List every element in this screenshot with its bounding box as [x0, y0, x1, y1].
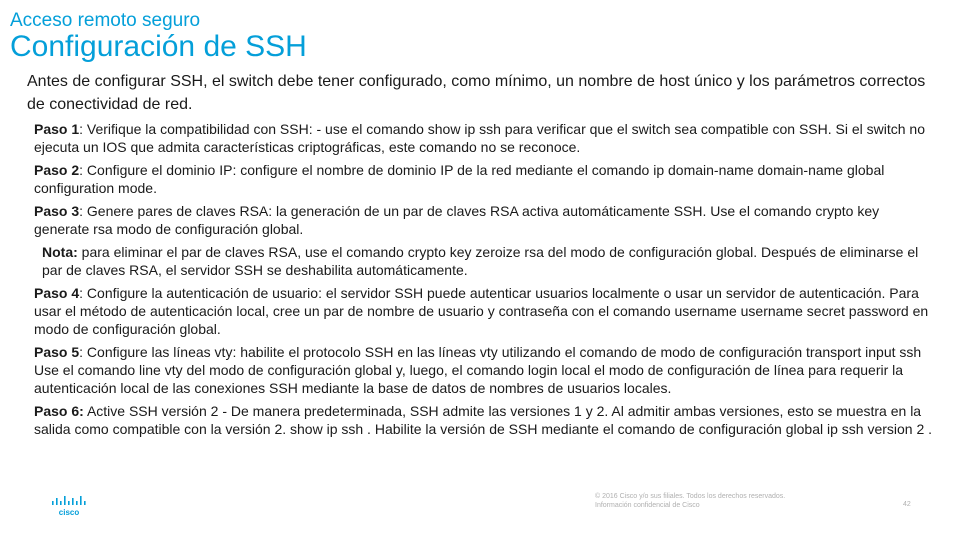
step-label: Paso 4 — [34, 285, 80, 301]
note-text: para eliminar el par de claves RSA, use el comando crypto key zeroize rsa del modo de configuración global. Después de eliminarse el par de claves RSA, el servidor SSH se deshabilita automáticamente. — [42, 244, 919, 278]
cisco-logo-text: cisco — [58, 508, 80, 517]
step-label: Paso 5 — [34, 344, 80, 360]
step-label: Paso 1 — [34, 121, 80, 137]
note — [34, 243, 934, 279]
step-5: Paso 5: Configure las líneas vty: habilite el protocolo SSH en las líneas vty utilizando el comando de modo de configuración transport input ssh Use el comando line vty del modo de configuración global y, luego, el comando login local el modo de configuración de línea para requerir la autenticación local de las conexiones SSH mediante la base de datos de nombres de usuarios locales. — [34, 344, 922, 396]
step-2: Paso 2: Configure el dominio IP: configure el nombre de dominio IP de la red mediante el comando ip domain-name domain-name global configuration mode. — [34, 162, 885, 196]
step-6 — [34, 402, 934, 438]
step-1: Paso 1: Verifique la compatibilidad con SSH: - use el comando show ip ssh para verificar que el switch sea compatible con SSH. Si el switch no ejecuta un IOS que admita características criptográficas, este comando no se reconoce. — [34, 121, 926, 155]
intro-paragraph: Antes de configurar SSH, el switch debe tener configurado, como mínimo, un nombre de host único y los parámetros correctos de conectividad de red. — [27, 73, 926, 113]
step-text: Configure el dominio IP: configure el nombre de dominio IP de la red mediante el comando ip domain-name domain-name global configuration mode. — [34, 162, 885, 196]
steps-list — [34, 120, 934, 443]
slide-subtitle: Acceso remoto seguro — [10, 10, 201, 31]
step-text: Verifique la compatibilidad con SSH: - use el comando show ip ssh para verificar que el switch sea compatible con SSH. Si el switch no ejecuta un IOS que admita características criptográficas, este comando no se reconoce. — [34, 121, 926, 155]
step-text: Configure la autenticación de usuario: el servidor SSH puede autenticar usuarios localmente o usar un servidor de autenticación. Para usar el método de autenticación local, cree un par de nombre de usuario y contraseña con el comando username username secret password en modo de configuración global. — [34, 285, 929, 337]
step-text: Active SSH versión 2 - De manera predeterminada, SSH admite las versiones 1 y 2. Al admitir ambas versiones, esto se muestra en la salida como compatible con la versión 2. show ip ssh . Habilite la versión de SSH mediante el comando de configuración global ip ssh version 2 . — [34, 403, 933, 437]
page-number: 42 — [903, 501, 911, 508]
slide-title: Configuración de SSH — [10, 30, 307, 63]
step-text: Configure las líneas vty: habilite el protocolo SSH en las líneas vty utilizando el comando de modo de configuración transport input ssh Use el comando line vty del modo de configuración global y, luego, el comando login local el modo de configuración de línea para requerir la autenticación local de las conexiones SSH mediante la base de datos de nombres de usuarios locales. — [34, 344, 922, 396]
cisco-logo-icon — [50, 495, 90, 517]
step-text: Genere pares de claves RSA: la generación de un par de claves RSA activa automáticamente SSH. Use el comando crypto key generate rsa modo de configuración global. — [34, 203, 880, 237]
step-label: Paso 2 — [34, 162, 80, 178]
step-label: Paso 3 — [34, 203, 80, 219]
step-label: Paso 6: — [34, 403, 84, 419]
step-3: Paso 3: Genere pares de claves RSA: la generación de un par de claves RSA activa automáticamente SSH. Use el comando crypto key generate rsa modo de configuración global. — [34, 203, 880, 237]
footer-copyright: © 2016 Cisco y/o sus filiales. Todos los derechos reservados. Información confidencial de Cisco — [595, 493, 786, 509]
step-4: Paso 4: Configure la autenticación de usuario: el servidor SSH puede autenticar usuarios localmente o usar un servidor de autenticación. Para usar el método de autenticación local, cree un par de nombre de usuario y contraseña con el comando username username secret password en modo de configuración global. — [34, 285, 929, 337]
note-label: Nota: — [42, 244, 78, 260]
